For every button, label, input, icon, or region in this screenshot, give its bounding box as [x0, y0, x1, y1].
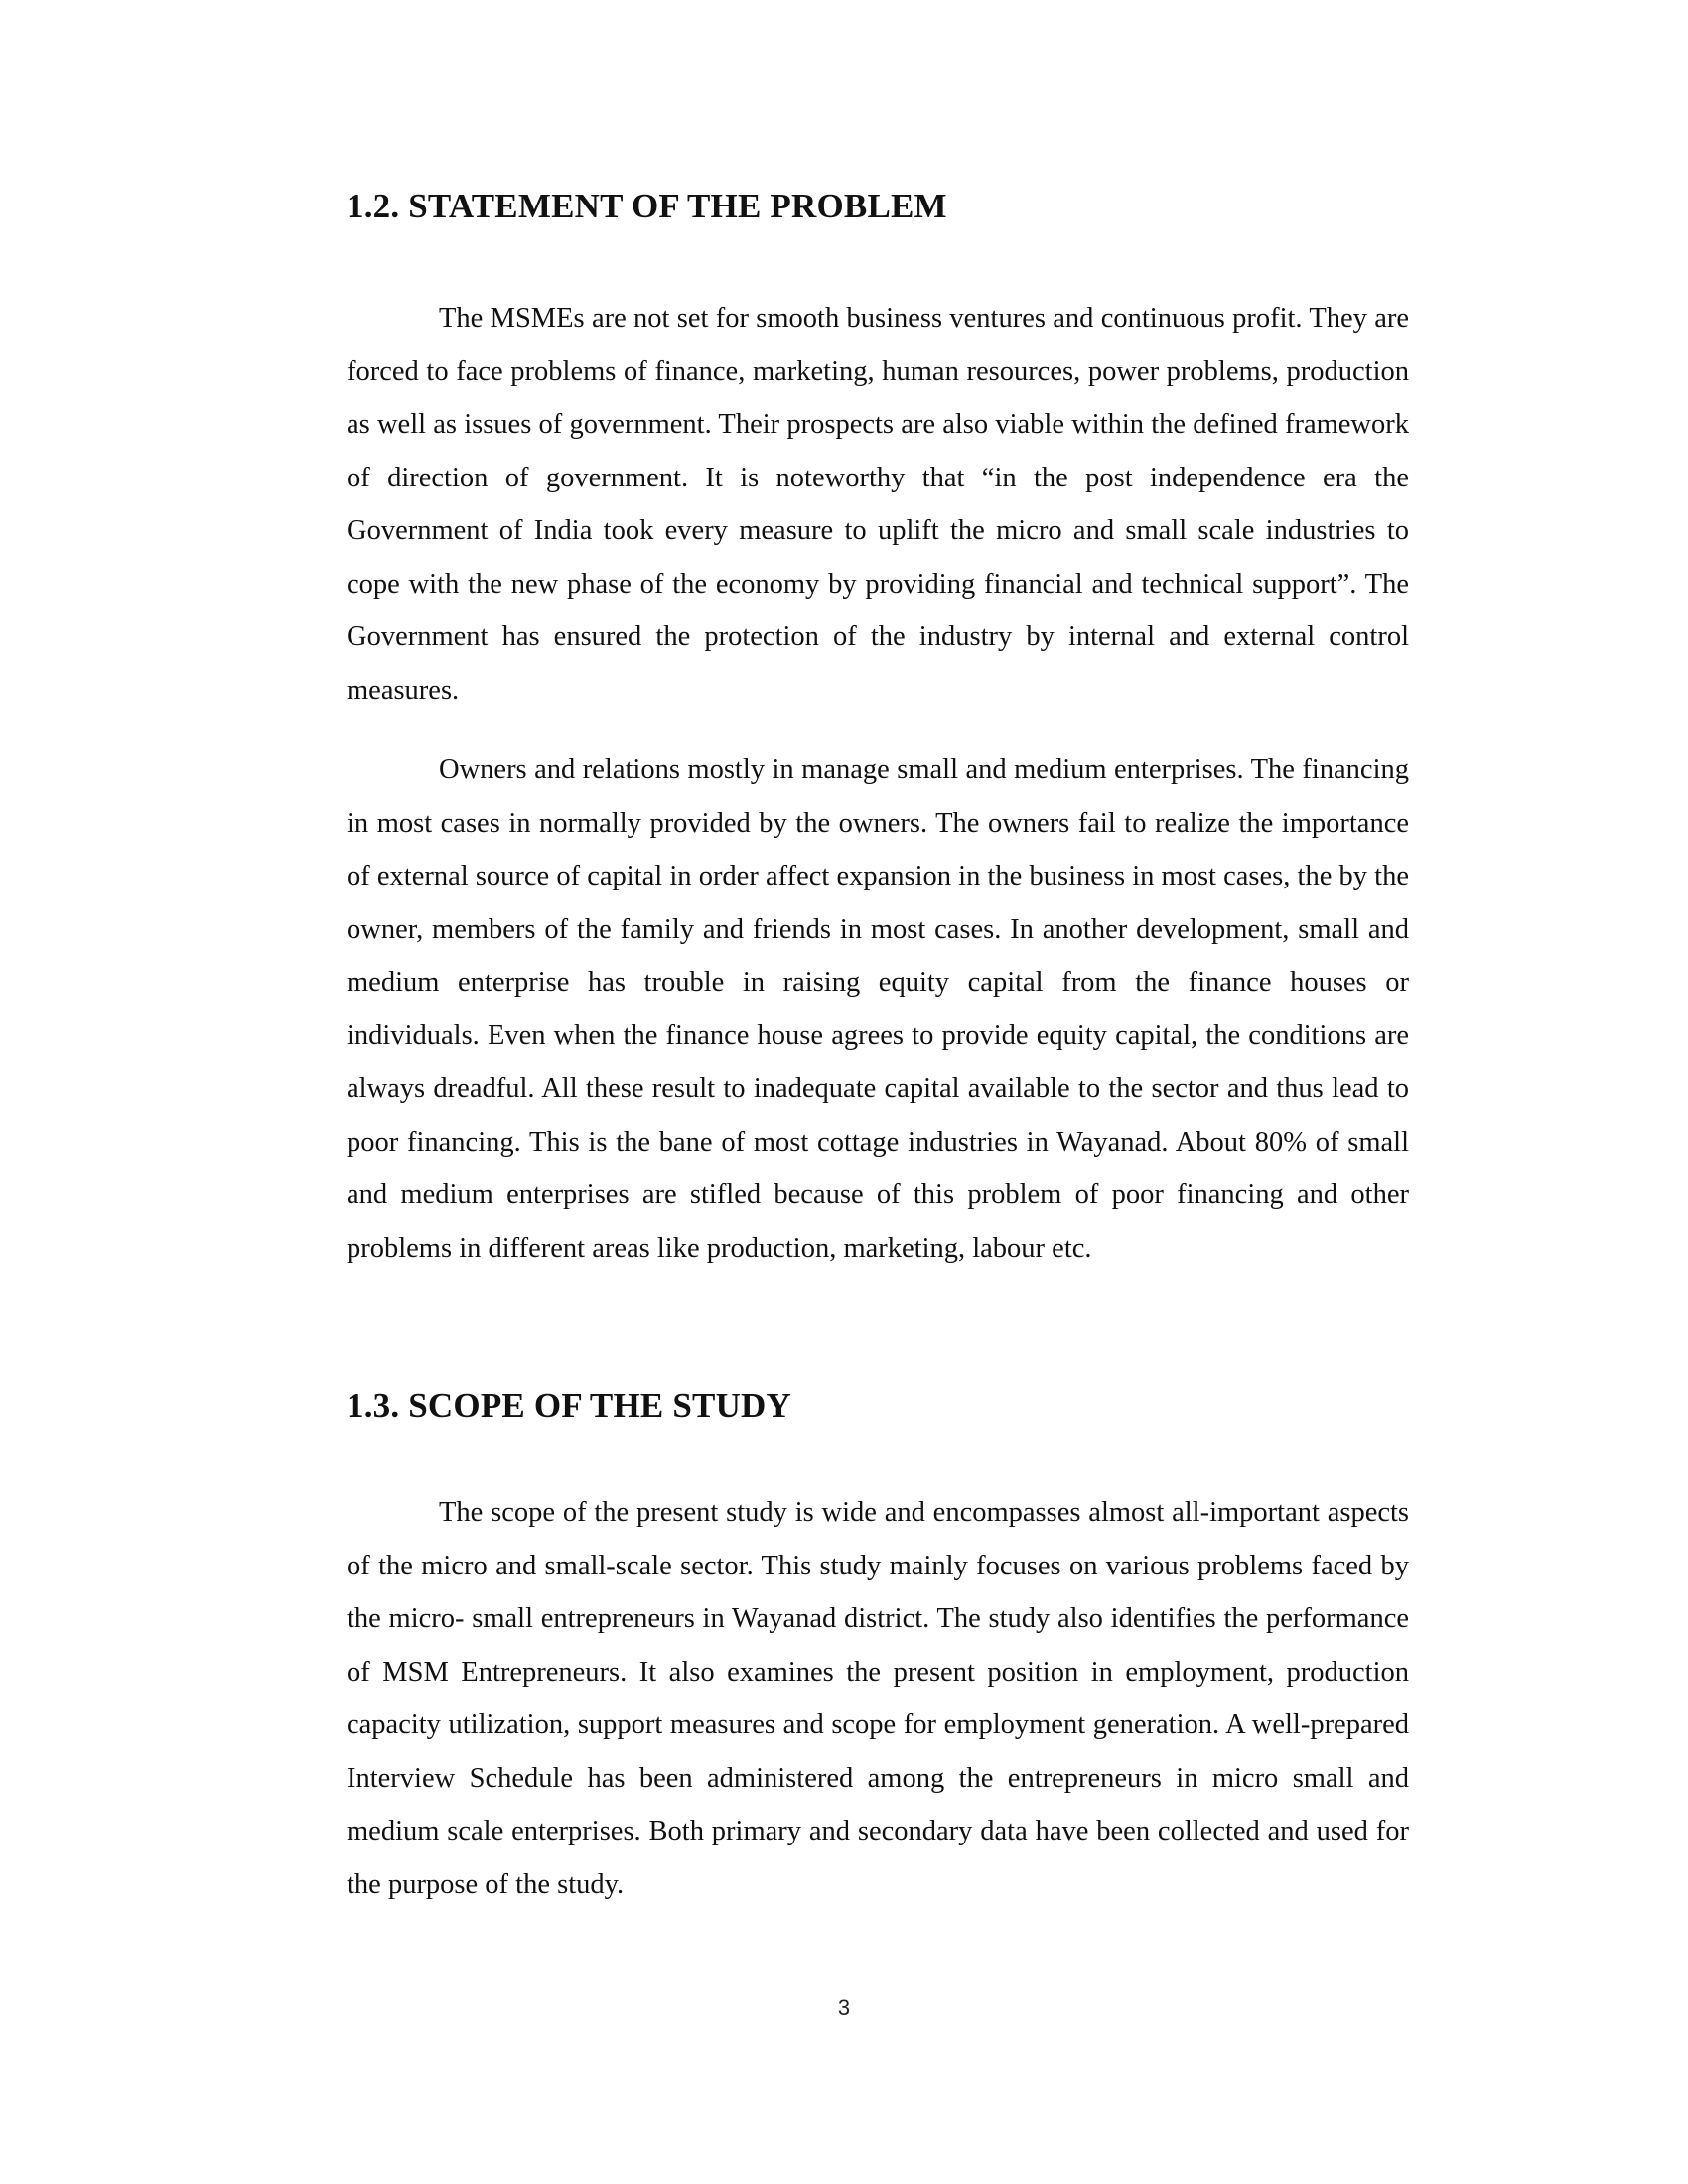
section-heading-scope-of-study: 1.3. SCOPE OF THE STUDY: [347, 1386, 792, 1425]
paragraph-problem-intro: The MSMEs are not set for smooth business ventures and continuous profit. They are forced to face problems of finance, marketing, human resources, power problems, production as well as issues of government. Their prospects are also viable within the defined framework of direction of government. It is noteworthy that “in the post independence era the Government of India took every measure to uplift the micro and small scale industries to cope with the new phase of the economy by providing financial and technical support”. The Government has ensured the protection of the industry by internal and external control measures.: [347, 303, 1409, 706]
paragraph-scope: The scope of the present study is wide and encompasses almost all-important aspects of the micro and small-scale sector. This study mainly focuses on various problems faced by the micro- small entrepreneurs in Wayanad district. The study also identifies the performance of MSM Entrepreneurs. It also examines the present position in employment, production capacity utilization, support measures and scope for employment generation. A well-prepared Interview Schedule has been administered among the entrepreneurs in micro small and medium scale enterprises. Both primary and secondary data have been collected and used for the purpose of the study.: [347, 1497, 1409, 1900]
page-number: 3: [837, 1995, 851, 2020]
section-heading-statement-of-problem: 1.2. STATEMENT OF THE PROBLEM: [347, 187, 947, 225]
paragraph-problem-financing: Owners and relations mostly in manage small and medium enterprises. The financing in most cases in normally provided by the owners. The owners fail to realize the importance of external source of capital in order affect expansion in the business in most cases, the by the owner, members of the family and friends in most cases. In another development, small and medium enterprise has trouble in raising equity capital from the finance houses or individuals. Even when the finance house agrees to provide equity capital, the conditions are always dreadful. All these result to inadequate capital available to the sector and thus lead to poor financing. This is the bane of most cottage industries in Wayanad. About 80% of small and medium enterprises are stifled because of this problem of poor financing and other problems in different areas like production, marketing, labour etc.: [347, 754, 1409, 1264]
